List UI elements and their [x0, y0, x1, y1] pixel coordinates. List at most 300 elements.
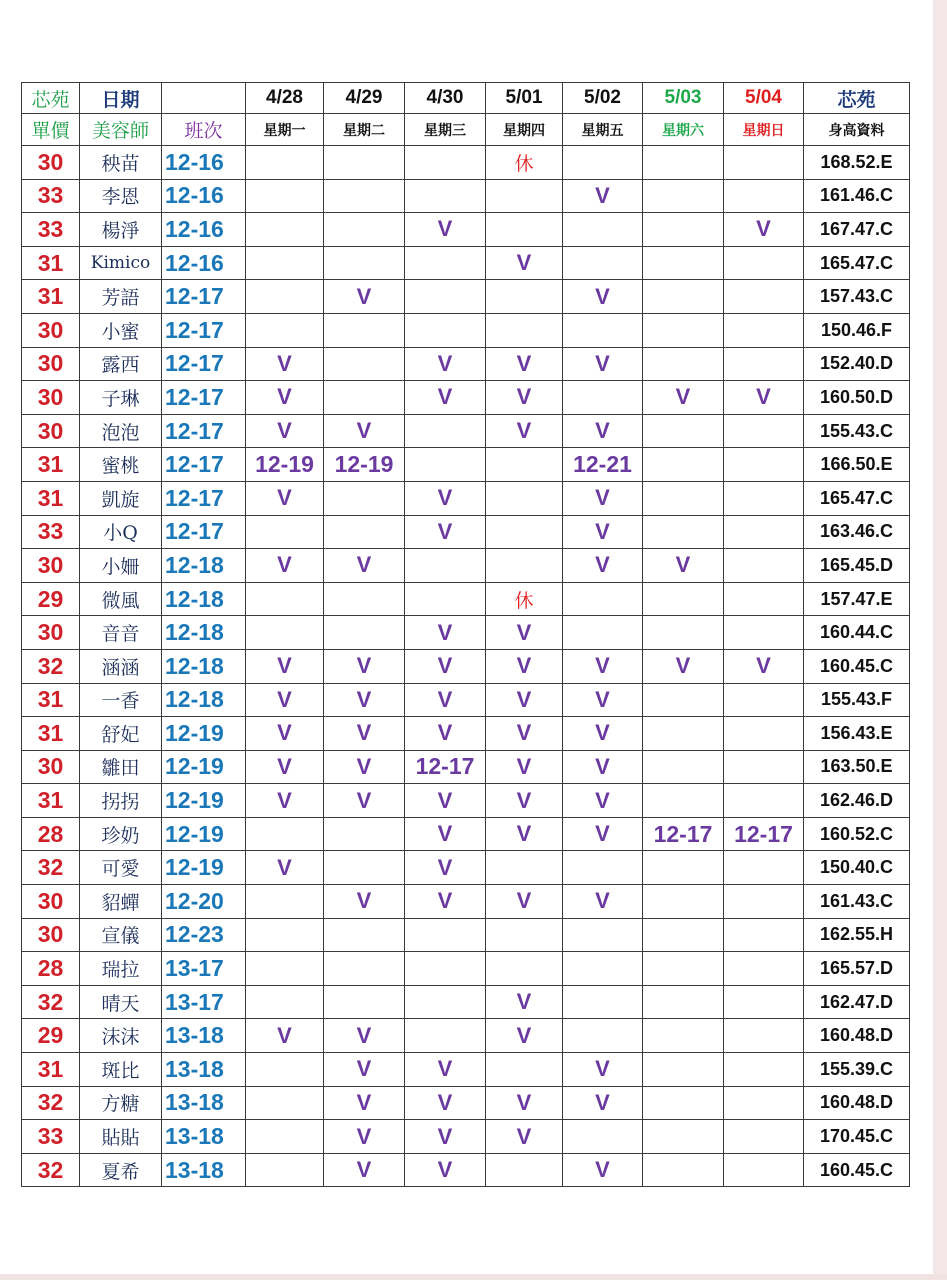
day-status-cell — [643, 1019, 724, 1053]
shift-cell: 13-18 — [162, 1053, 246, 1087]
day-status-cell — [486, 952, 563, 986]
day-status-cell — [486, 280, 563, 314]
day-status-cell: V — [405, 347, 486, 381]
day-status-cell — [405, 179, 486, 213]
shift-cell: 12-16 — [162, 246, 246, 280]
day-status-cell — [324, 918, 405, 952]
day-status-cell: V — [405, 481, 486, 515]
day-status-cell: V — [563, 280, 643, 314]
day-status-cell — [563, 985, 643, 1019]
date-header: 4/28 — [246, 83, 324, 114]
day-status-cell: V — [405, 1120, 486, 1154]
day-status-cell: V — [486, 1120, 563, 1154]
day-status-cell — [246, 616, 324, 650]
shift-cell: 12-19 — [162, 851, 246, 885]
day-status-cell — [724, 985, 804, 1019]
day-status-cell: V — [563, 549, 643, 583]
table-row — [22, 280, 910, 314]
day-status-cell: V — [563, 649, 643, 683]
unit-price-cell: 31 — [22, 717, 80, 751]
day-status-cell: V — [246, 481, 324, 515]
day-status-cell — [405, 582, 486, 616]
day-status-cell: V — [324, 784, 405, 818]
day-status-cell: V — [405, 616, 486, 650]
shift-cell: 13-18 — [162, 1120, 246, 1154]
day-status-cell — [563, 616, 643, 650]
table-row — [22, 717, 910, 751]
date-label: 日期 — [80, 83, 162, 114]
day-status-cell — [486, 549, 563, 583]
table-row — [22, 179, 910, 213]
stylist-name-cell: 方糖 — [80, 1086, 162, 1120]
day-status-cell: V — [324, 1153, 405, 1187]
unit-price-cell: 29 — [22, 582, 80, 616]
day-status-cell — [246, 885, 324, 919]
day-status-cell: V — [324, 1086, 405, 1120]
stylist-name-cell: 楊淨 — [80, 213, 162, 247]
day-status-cell: V — [324, 414, 405, 448]
day-status-cell — [643, 1086, 724, 1120]
weekday-header-sunday: 星期日 — [724, 114, 804, 146]
day-status-cell: V — [486, 414, 563, 448]
day-status-cell: V — [324, 683, 405, 717]
unit-price-cell: 30 — [22, 885, 80, 919]
day-status-cell — [724, 481, 804, 515]
day-status-cell — [643, 717, 724, 751]
day-status-cell: V — [486, 246, 563, 280]
day-status-cell: V — [486, 717, 563, 751]
day-status-cell — [246, 515, 324, 549]
day-status-cell — [324, 851, 405, 885]
table-row — [22, 985, 910, 1019]
table-row — [22, 381, 910, 415]
day-status-cell — [643, 179, 724, 213]
page-right-edge — [933, 0, 947, 1280]
day-status-cell: V — [563, 717, 643, 751]
day-status-cell — [405, 414, 486, 448]
day-status-cell: V — [724, 381, 804, 415]
weekday-header-saturday: 星期六 — [643, 114, 724, 146]
height-data-cell: 152.40.D — [804, 347, 910, 381]
unit-price-cell: 33 — [22, 515, 80, 549]
stylist-name-cell: 拐拐 — [80, 784, 162, 818]
day-status-cell — [324, 582, 405, 616]
table-row — [22, 549, 910, 583]
day-status-cell: V — [324, 280, 405, 314]
day-status-cell — [724, 1153, 804, 1187]
unit-price-cell: 31 — [22, 481, 80, 515]
day-status-cell — [643, 885, 724, 919]
stylist-label: 美容師 — [80, 114, 162, 146]
day-status-cell — [724, 1053, 804, 1087]
shift-cell: 12-23 — [162, 918, 246, 952]
day-status-cell: V — [324, 717, 405, 751]
stylist-name-cell: 斑比 — [80, 1053, 162, 1087]
day-status-cell — [643, 851, 724, 885]
table-row — [22, 918, 910, 952]
stylist-name-cell: 子琳 — [80, 381, 162, 415]
day-status-cell — [643, 1153, 724, 1187]
day-status-cell — [643, 246, 724, 280]
day-status-cell — [405, 918, 486, 952]
height-data-cell: 165.45.D — [804, 549, 910, 583]
stylist-name-cell: Kimico — [80, 246, 162, 280]
date-header: 4/30 — [405, 83, 486, 114]
stylist-name-cell: 瑞拉 — [80, 952, 162, 986]
day-status-cell — [324, 146, 405, 180]
day-status-cell — [246, 582, 324, 616]
day-status-cell — [724, 146, 804, 180]
day-status-cell — [246, 313, 324, 347]
table-row — [22, 146, 910, 180]
day-status-cell — [486, 213, 563, 247]
day-status-cell: V — [405, 515, 486, 549]
shift-cell: 12-16 — [162, 213, 246, 247]
stylist-name-cell: 微風 — [80, 582, 162, 616]
day-status-cell — [724, 515, 804, 549]
date-header: 5/02 — [563, 83, 643, 114]
height-data-cell: 166.50.E — [804, 448, 910, 482]
day-status-cell — [405, 246, 486, 280]
height-data-cell: 165.47.C — [804, 481, 910, 515]
day-status-cell: V — [563, 515, 643, 549]
table-row — [22, 414, 910, 448]
day-status-cell — [643, 683, 724, 717]
height-data-cell: 160.48.D — [804, 1019, 910, 1053]
day-status-cell: V — [724, 213, 804, 247]
height-data-label: 身高資料 — [804, 114, 910, 146]
height-data-cell: 155.43.C — [804, 414, 910, 448]
day-status-cell: V — [324, 1053, 405, 1087]
date-header: 4/29 — [324, 83, 405, 114]
day-status-cell — [724, 313, 804, 347]
day-status-cell — [486, 481, 563, 515]
day-status-cell: V — [246, 649, 324, 683]
stylist-name-cell: 露西 — [80, 347, 162, 381]
day-status-cell — [643, 481, 724, 515]
day-status-cell: 12-19 — [246, 448, 324, 482]
weekday-header: 星期一 — [246, 114, 324, 146]
unit-price-cell: 32 — [22, 649, 80, 683]
day-status-cell: 休 — [486, 146, 563, 180]
shift-cell: 12-16 — [162, 146, 246, 180]
day-status-cell — [324, 246, 405, 280]
shift-cell: 12-18 — [162, 649, 246, 683]
height-data-cell: 156.43.E — [804, 717, 910, 751]
table-row — [22, 1086, 910, 1120]
day-status-cell — [563, 1120, 643, 1154]
day-status-cell: V — [405, 381, 486, 415]
day-status-cell — [486, 851, 563, 885]
day-status-cell: V — [405, 717, 486, 751]
day-status-cell — [724, 549, 804, 583]
day-status-cell: 休 — [486, 582, 563, 616]
stylist-name-cell: 音音 — [80, 616, 162, 650]
day-status-cell — [724, 750, 804, 784]
day-status-cell — [405, 985, 486, 1019]
unit-price-cell: 32 — [22, 985, 80, 1019]
table-row — [22, 347, 910, 381]
height-data-cell: 168.52.E — [804, 146, 910, 180]
day-status-cell: V — [405, 885, 486, 919]
day-status-cell — [246, 918, 324, 952]
day-status-cell — [246, 1153, 324, 1187]
day-status-cell — [643, 784, 724, 818]
shift-cell: 12-17 — [162, 414, 246, 448]
shift-cell: 12-17 — [162, 347, 246, 381]
day-status-cell: V — [643, 649, 724, 683]
day-status-cell — [405, 280, 486, 314]
height-data-cell: 157.47.E — [804, 582, 910, 616]
brand-label-left: 芯苑 — [22, 83, 80, 114]
brand-label-right: 芯苑 — [804, 83, 910, 114]
day-status-cell: V — [246, 784, 324, 818]
day-status-cell — [563, 246, 643, 280]
day-status-cell — [643, 414, 724, 448]
day-status-cell — [405, 146, 486, 180]
height-data-cell: 163.50.E — [804, 750, 910, 784]
unit-price-cell: 30 — [22, 381, 80, 415]
unit-price-cell: 30 — [22, 918, 80, 952]
day-status-cell — [563, 952, 643, 986]
day-status-cell: 12-17 — [724, 817, 804, 851]
day-status-cell: V — [563, 414, 643, 448]
day-status-cell — [724, 918, 804, 952]
height-data-cell: 165.57.D — [804, 952, 910, 986]
schedule-table — [21, 82, 910, 1187]
unit-price-cell: 32 — [22, 851, 80, 885]
day-status-cell: V — [324, 1120, 405, 1154]
header-row-dates — [22, 83, 910, 114]
day-status-cell — [724, 717, 804, 751]
day-status-cell — [405, 448, 486, 482]
day-status-cell: V — [563, 683, 643, 717]
table-row — [22, 616, 910, 650]
day-status-cell — [324, 985, 405, 1019]
day-status-cell: V — [405, 1086, 486, 1120]
day-status-cell: V — [563, 750, 643, 784]
date-header-sunday: 5/04 — [724, 83, 804, 114]
day-status-cell — [563, 918, 643, 952]
unit-price-cell: 32 — [22, 1153, 80, 1187]
shift-cell: 12-17 — [162, 381, 246, 415]
day-status-cell: V — [405, 1153, 486, 1187]
unit-price-cell: 33 — [22, 1120, 80, 1154]
stylist-name-cell: 芳語 — [80, 280, 162, 314]
stylist-name-cell: 宣儀 — [80, 918, 162, 952]
stylist-name-cell: 蜜桃 — [80, 448, 162, 482]
day-status-cell: V — [324, 649, 405, 683]
height-data-cell: 162.47.D — [804, 985, 910, 1019]
day-status-cell — [486, 1053, 563, 1087]
day-status-cell: V — [563, 817, 643, 851]
day-status-cell — [563, 582, 643, 616]
day-status-cell — [246, 146, 324, 180]
day-status-cell — [246, 952, 324, 986]
weekday-header: 星期三 — [405, 114, 486, 146]
day-status-cell — [724, 1120, 804, 1154]
shift-cell: 12-19 — [162, 784, 246, 818]
table-row — [22, 784, 910, 818]
day-status-cell: V — [563, 179, 643, 213]
day-status-cell: V — [486, 750, 563, 784]
day-status-cell: V — [563, 1153, 643, 1187]
day-status-cell — [246, 280, 324, 314]
shift-cell: 12-19 — [162, 817, 246, 851]
day-status-cell — [563, 851, 643, 885]
header-row-labels — [22, 114, 910, 146]
unit-price-cell: 31 — [22, 683, 80, 717]
day-status-cell — [324, 515, 405, 549]
day-status-cell: V — [563, 1053, 643, 1087]
unit-price-cell: 33 — [22, 179, 80, 213]
stylist-name-cell: 秧苗 — [80, 146, 162, 180]
shift-cell: 12-18 — [162, 683, 246, 717]
table-row — [22, 1153, 910, 1187]
unit-price-cell: 31 — [22, 246, 80, 280]
day-status-cell: V — [405, 683, 486, 717]
shift-cell: 12-20 — [162, 885, 246, 919]
unit-price-cell: 29 — [22, 1019, 80, 1053]
height-data-cell: 163.46.C — [804, 515, 910, 549]
height-data-cell: 170.45.C — [804, 1120, 910, 1154]
day-status-cell: V — [486, 616, 563, 650]
day-status-cell: V — [724, 649, 804, 683]
height-data-cell: 155.39.C — [804, 1053, 910, 1087]
shift-cell: 12-17 — [162, 313, 246, 347]
stylist-name-cell: 可愛 — [80, 851, 162, 885]
day-status-cell: V — [405, 213, 486, 247]
shift-cell: 12-17 — [162, 515, 246, 549]
day-status-cell — [246, 1053, 324, 1087]
day-status-cell — [724, 1019, 804, 1053]
stylist-name-cell: 小姍 — [80, 549, 162, 583]
day-status-cell: V — [246, 851, 324, 885]
day-status-cell: V — [563, 1086, 643, 1120]
table-row — [22, 448, 910, 482]
day-status-cell: V — [486, 347, 563, 381]
table-row — [22, 246, 910, 280]
day-status-cell: V — [246, 683, 324, 717]
height-data-cell: 160.48.D — [804, 1086, 910, 1120]
table-row — [22, 1120, 910, 1154]
day-status-cell — [643, 750, 724, 784]
day-status-cell: V — [405, 817, 486, 851]
unit-price-cell: 30 — [22, 616, 80, 650]
day-status-cell — [724, 616, 804, 650]
unit-price-cell: 30 — [22, 313, 80, 347]
day-status-cell: V — [486, 381, 563, 415]
day-status-cell — [405, 313, 486, 347]
day-status-cell — [246, 246, 324, 280]
unit-price-cell: 30 — [22, 750, 80, 784]
day-status-cell: V — [563, 347, 643, 381]
day-status-cell — [643, 616, 724, 650]
day-status-cell: V — [486, 1019, 563, 1053]
shift-cell: 13-18 — [162, 1153, 246, 1187]
day-status-cell — [643, 313, 724, 347]
weekday-header: 星期四 — [486, 114, 563, 146]
table-row — [22, 817, 910, 851]
day-status-cell — [405, 549, 486, 583]
stylist-name-cell: 一香 — [80, 683, 162, 717]
day-status-cell — [246, 1086, 324, 1120]
day-status-cell — [724, 952, 804, 986]
unit-price-cell: 30 — [22, 549, 80, 583]
day-status-cell — [246, 1120, 324, 1154]
day-status-cell: V — [405, 649, 486, 683]
day-status-cell — [724, 683, 804, 717]
height-data-cell: 150.40.C — [804, 851, 910, 885]
day-status-cell: V — [324, 1019, 405, 1053]
day-status-cell: 12-17 — [643, 817, 724, 851]
stylist-name-cell: 小Q — [80, 515, 162, 549]
day-status-cell: V — [324, 885, 405, 919]
table-row — [22, 750, 910, 784]
day-status-cell — [324, 313, 405, 347]
stylist-name-cell: 雛田 — [80, 750, 162, 784]
day-status-cell — [486, 918, 563, 952]
day-status-cell: V — [246, 347, 324, 381]
shift-cell: 12-17 — [162, 481, 246, 515]
table-row — [22, 1053, 910, 1087]
table-row — [22, 213, 910, 247]
day-status-cell — [324, 179, 405, 213]
day-status-cell — [724, 1086, 804, 1120]
height-data-cell: 157.43.C — [804, 280, 910, 314]
day-status-cell: V — [246, 549, 324, 583]
day-status-cell — [643, 1053, 724, 1087]
day-status-cell — [643, 1120, 724, 1154]
day-status-cell — [563, 213, 643, 247]
date-header: 5/01 — [486, 83, 563, 114]
day-status-cell: V — [324, 750, 405, 784]
shift-cell: 12-18 — [162, 616, 246, 650]
stylist-name-cell: 凱旋 — [80, 481, 162, 515]
table-row — [22, 313, 910, 347]
day-status-cell — [724, 885, 804, 919]
day-status-cell — [324, 381, 405, 415]
day-status-cell: V — [246, 1019, 324, 1053]
day-status-cell: 12-17 — [405, 750, 486, 784]
header-blank-cell — [162, 83, 246, 114]
day-status-cell: V — [563, 784, 643, 818]
height-data-cell: 162.46.D — [804, 784, 910, 818]
day-status-cell — [643, 146, 724, 180]
table-row — [22, 851, 910, 885]
day-status-cell: V — [643, 381, 724, 415]
unit-price-cell: 28 — [22, 952, 80, 986]
day-status-cell — [405, 1019, 486, 1053]
day-status-cell: V — [405, 784, 486, 818]
day-status-cell: V — [563, 885, 643, 919]
day-status-cell — [246, 179, 324, 213]
day-status-cell — [486, 313, 563, 347]
stylist-name-cell: 貂蟬 — [80, 885, 162, 919]
day-status-cell — [246, 213, 324, 247]
day-status-cell — [643, 448, 724, 482]
day-status-cell — [643, 515, 724, 549]
day-status-cell — [724, 347, 804, 381]
stylist-name-cell: 珍奶 — [80, 817, 162, 851]
height-data-cell: 150.46.F — [804, 313, 910, 347]
height-data-cell: 160.52.C — [804, 817, 910, 851]
day-status-cell — [324, 347, 405, 381]
day-status-cell: 12-21 — [563, 448, 643, 482]
stylist-name-cell: 晴天 — [80, 985, 162, 1019]
day-status-cell — [486, 515, 563, 549]
stylist-name-cell: 舒妃 — [80, 717, 162, 751]
